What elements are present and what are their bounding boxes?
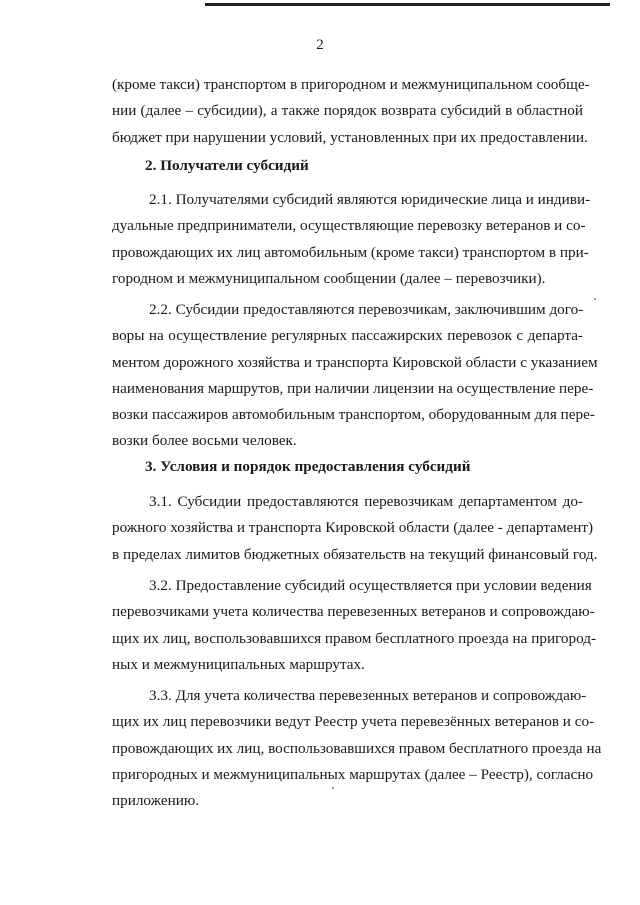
paragraph-3-2 xyxy=(112,573,597,678)
section-heading-conditions: 3. Условия и порядок предоставления субсидий xyxy=(145,458,471,475)
text-line: приложению. xyxy=(112,792,200,810)
text-line: воры на осуществление регулярных пассажирских перевозок с департа- xyxy=(112,327,583,345)
paragraph-intro-continuation xyxy=(112,72,590,151)
top-border-line xyxy=(205,3,610,6)
text-line: дуальные предприниматели, осуществляющие перевозку ветеранов и со- xyxy=(112,217,586,235)
text-line: 3.1. Субсидии предоставляются перевозчикам департаментом до- xyxy=(149,493,583,510)
text-line: городном и межмуниципальном сообщении (далее – перевозчики). xyxy=(112,269,546,287)
text-line: 3.3. Для учета количества перевезенных ветеранов и сопровождаю- xyxy=(149,687,587,704)
text-line: бюджет при нарушении условий, установленных при их предоставлении. xyxy=(112,128,588,146)
section-heading-recipients: 2. Получатели субсидий xyxy=(145,157,309,174)
text-line: щих их лиц, воспользовавшихся правом бесплатного проезда на пригород- xyxy=(112,629,597,647)
text-line: 2.2. Субсидии предоставляются перевозчикам, заключившим дого- xyxy=(149,301,584,318)
text-line: нии (далее – субсидии), а также порядок возврата субсидий в областной xyxy=(112,102,583,120)
paragraph-3-1 xyxy=(112,489,598,568)
paragraph-3-3 xyxy=(112,683,602,814)
text-line: возки пассажиров автомобильным транспортом, оборудованным для пере- xyxy=(112,406,595,424)
scan-speck xyxy=(332,787,334,789)
text-line: возки более восьми человек. xyxy=(112,432,297,450)
text-line: 3.2. Предоставление субсидий осуществляется при условии ведения xyxy=(149,577,592,594)
text-line: щих их лиц перевозчики ведут Реестр учета перевезённых ветеранов и со- xyxy=(112,713,595,731)
scan-speck xyxy=(594,298,596,300)
text-line: ментом дорожного хозяйства и транспорта Кировской области с указанием xyxy=(112,353,598,371)
text-line: 2.1. Получателями субсидий являются юридические лица и индиви- xyxy=(149,191,591,208)
text-line: провождающих их лиц автомобильным (кроме такси) транспортом в при- xyxy=(112,243,589,261)
text-line: провождающих их лиц, воспользовавшихся правом бесплатного проезда на xyxy=(112,739,602,757)
paragraph-2-1 xyxy=(112,187,591,292)
text-line: ных и межмуниципальных маршрутах. xyxy=(112,655,365,673)
text-line: в пределах лимитов бюджетных обязательств на текущий финансовый год. xyxy=(112,545,598,563)
text-line: наименования маршрутов, при наличии лицензии на осуществление пере- xyxy=(112,379,594,397)
paragraph-2-2 xyxy=(112,297,598,455)
text-line: рожного хозяйства и транспорта Кировской области (далее - департамент) xyxy=(112,519,594,537)
text-line: (кроме такси) транспортом в пригородном и межмуниципальном сообще- xyxy=(112,76,590,93)
text-line: пригородных и межмуниципальных маршрутах (далее – Реестр), согласно xyxy=(112,765,594,783)
page-number: 2 xyxy=(316,37,324,53)
text-line: перевозчиками учета количества перевезенных ветеранов и сопровождаю- xyxy=(112,603,595,621)
